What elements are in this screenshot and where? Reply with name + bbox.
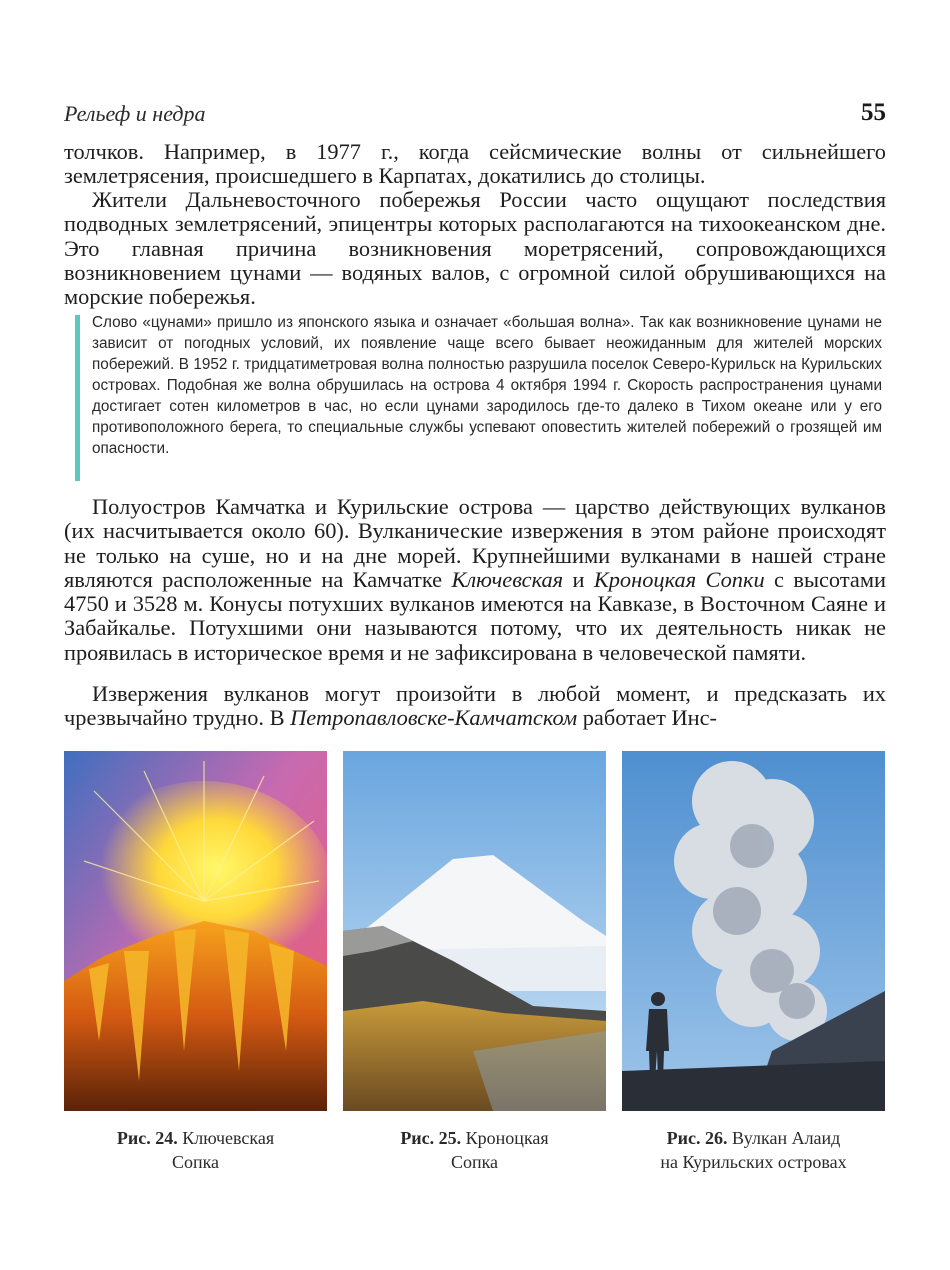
figure-25-caption-line2: Сопка [450, 1152, 499, 1172]
figure-26-caption-line2: на Курильских островах [660, 1152, 847, 1172]
paragraph-3-text-a: Полуостров Камчатка и Курильские острова — царство действующих вулканов (их насчитывается около 60). Вулканические извержения в этом районе происходят не только на суше, но и на дне морей. Крупнейшими вулканами в нашей стране являются расположенные на Камчатке [64, 494, 886, 592]
city-name-petropavlovsk: Петропавловске-Камчатском [290, 705, 578, 731]
figure-25-caption [343, 1126, 606, 1174]
volcano-plume-photo [622, 751, 885, 1111]
figure-24-caption-line2: Сопка [171, 1152, 220, 1172]
snowy-volcano-photo [343, 751, 606, 1111]
paragraph-3-text-b: и [563, 566, 594, 592]
paragraph-4-text-a: Извержения вулканов могут произойти в любой момент, и предсказать их чрезвычайно трудно. В [64, 681, 886, 731]
paragraph-4-text-b: работает Инс- [577, 705, 718, 731]
figure-alaid-image [622, 751, 885, 1111]
section-header-title: Рельеф и недра [64, 101, 206, 126]
figure-24-caption [64, 1126, 327, 1174]
figure-26-caption [622, 1126, 885, 1174]
figure-25-caption-line1: Кроноцкая [465, 1128, 549, 1148]
paragraph-3-text-c: с высотами 4750 и 3528 м. Конусы потухших вулканов имеются на Кавказе, в Восточном Саяне и Забайкалье. Потухшими они называются потому, что их деятельность никак не проявилась в историческое время и не зафиксирована в человеческой памяти. [64, 566, 886, 665]
paragraph-4 [64, 682, 886, 731]
info-box-accent-bar [75, 315, 80, 481]
figure-klyuchevskaya-image [64, 751, 327, 1111]
tsunami-info-box [64, 312, 886, 484]
erupting-volcano-illustration [64, 751, 327, 1111]
figure-24-caption-line1: Ключевская [182, 1128, 275, 1148]
info-box-text: Слово «цунами» пришло из японского языка и означает «большая волна». Так как возникновение цунами не зависит от погодных условий, их появление чаще всего бывает неожиданным для жителей морских побережий. В 1952 г. тридцатиметровая волна полностью разрушила поселок Северо-Курильск на Курильских островах. Подобная же волна обрушилась на острова 4 октября 1994 г. Скорость распространения цунами достигает сотен километров в час, но если цунами зародилось где-то далеко в Тихом океане или у его противоположного берега, то специальные службы успевают оповестить жителей побережий о грозящей им опасности. [92, 314, 882, 457]
figure-24-label: Рис. 24. [116, 1128, 178, 1148]
paragraph-1: толчков. Например, в 1977 г., когда сейсмические волны от сильнейшего землетрясения, происшедшего в Карпатах, докатились до столицы. [64, 139, 886, 189]
volcano-name-kronotskaya: Кроноцкая Сопки [593, 566, 765, 592]
figure-25-label: Рис. 25. [400, 1128, 462, 1148]
paragraph-2-text: Жители Дальневосточного побережья России часто ощущают последствия подводных землетрясений, эпицентры которых располагаются на тихоокеанском дне. Это главная причина возникновения моретрясений, сопровождающихся возникновением цунами — водяных валов, с огромной силой обрушивающихся на морские побережья. [64, 187, 886, 310]
paragraph-2 [64, 188, 886, 309]
figure-kronotskaya-image [343, 751, 606, 1111]
page-number: 55 [861, 99, 886, 126]
volcano-name-klyuchevskaya: Ключевская [451, 566, 564, 592]
paragraph-3 [64, 495, 886, 665]
figure-26-label: Рис. 26. [666, 1128, 728, 1148]
figure-26-caption-line1: Вулкан Алаид [732, 1128, 841, 1148]
